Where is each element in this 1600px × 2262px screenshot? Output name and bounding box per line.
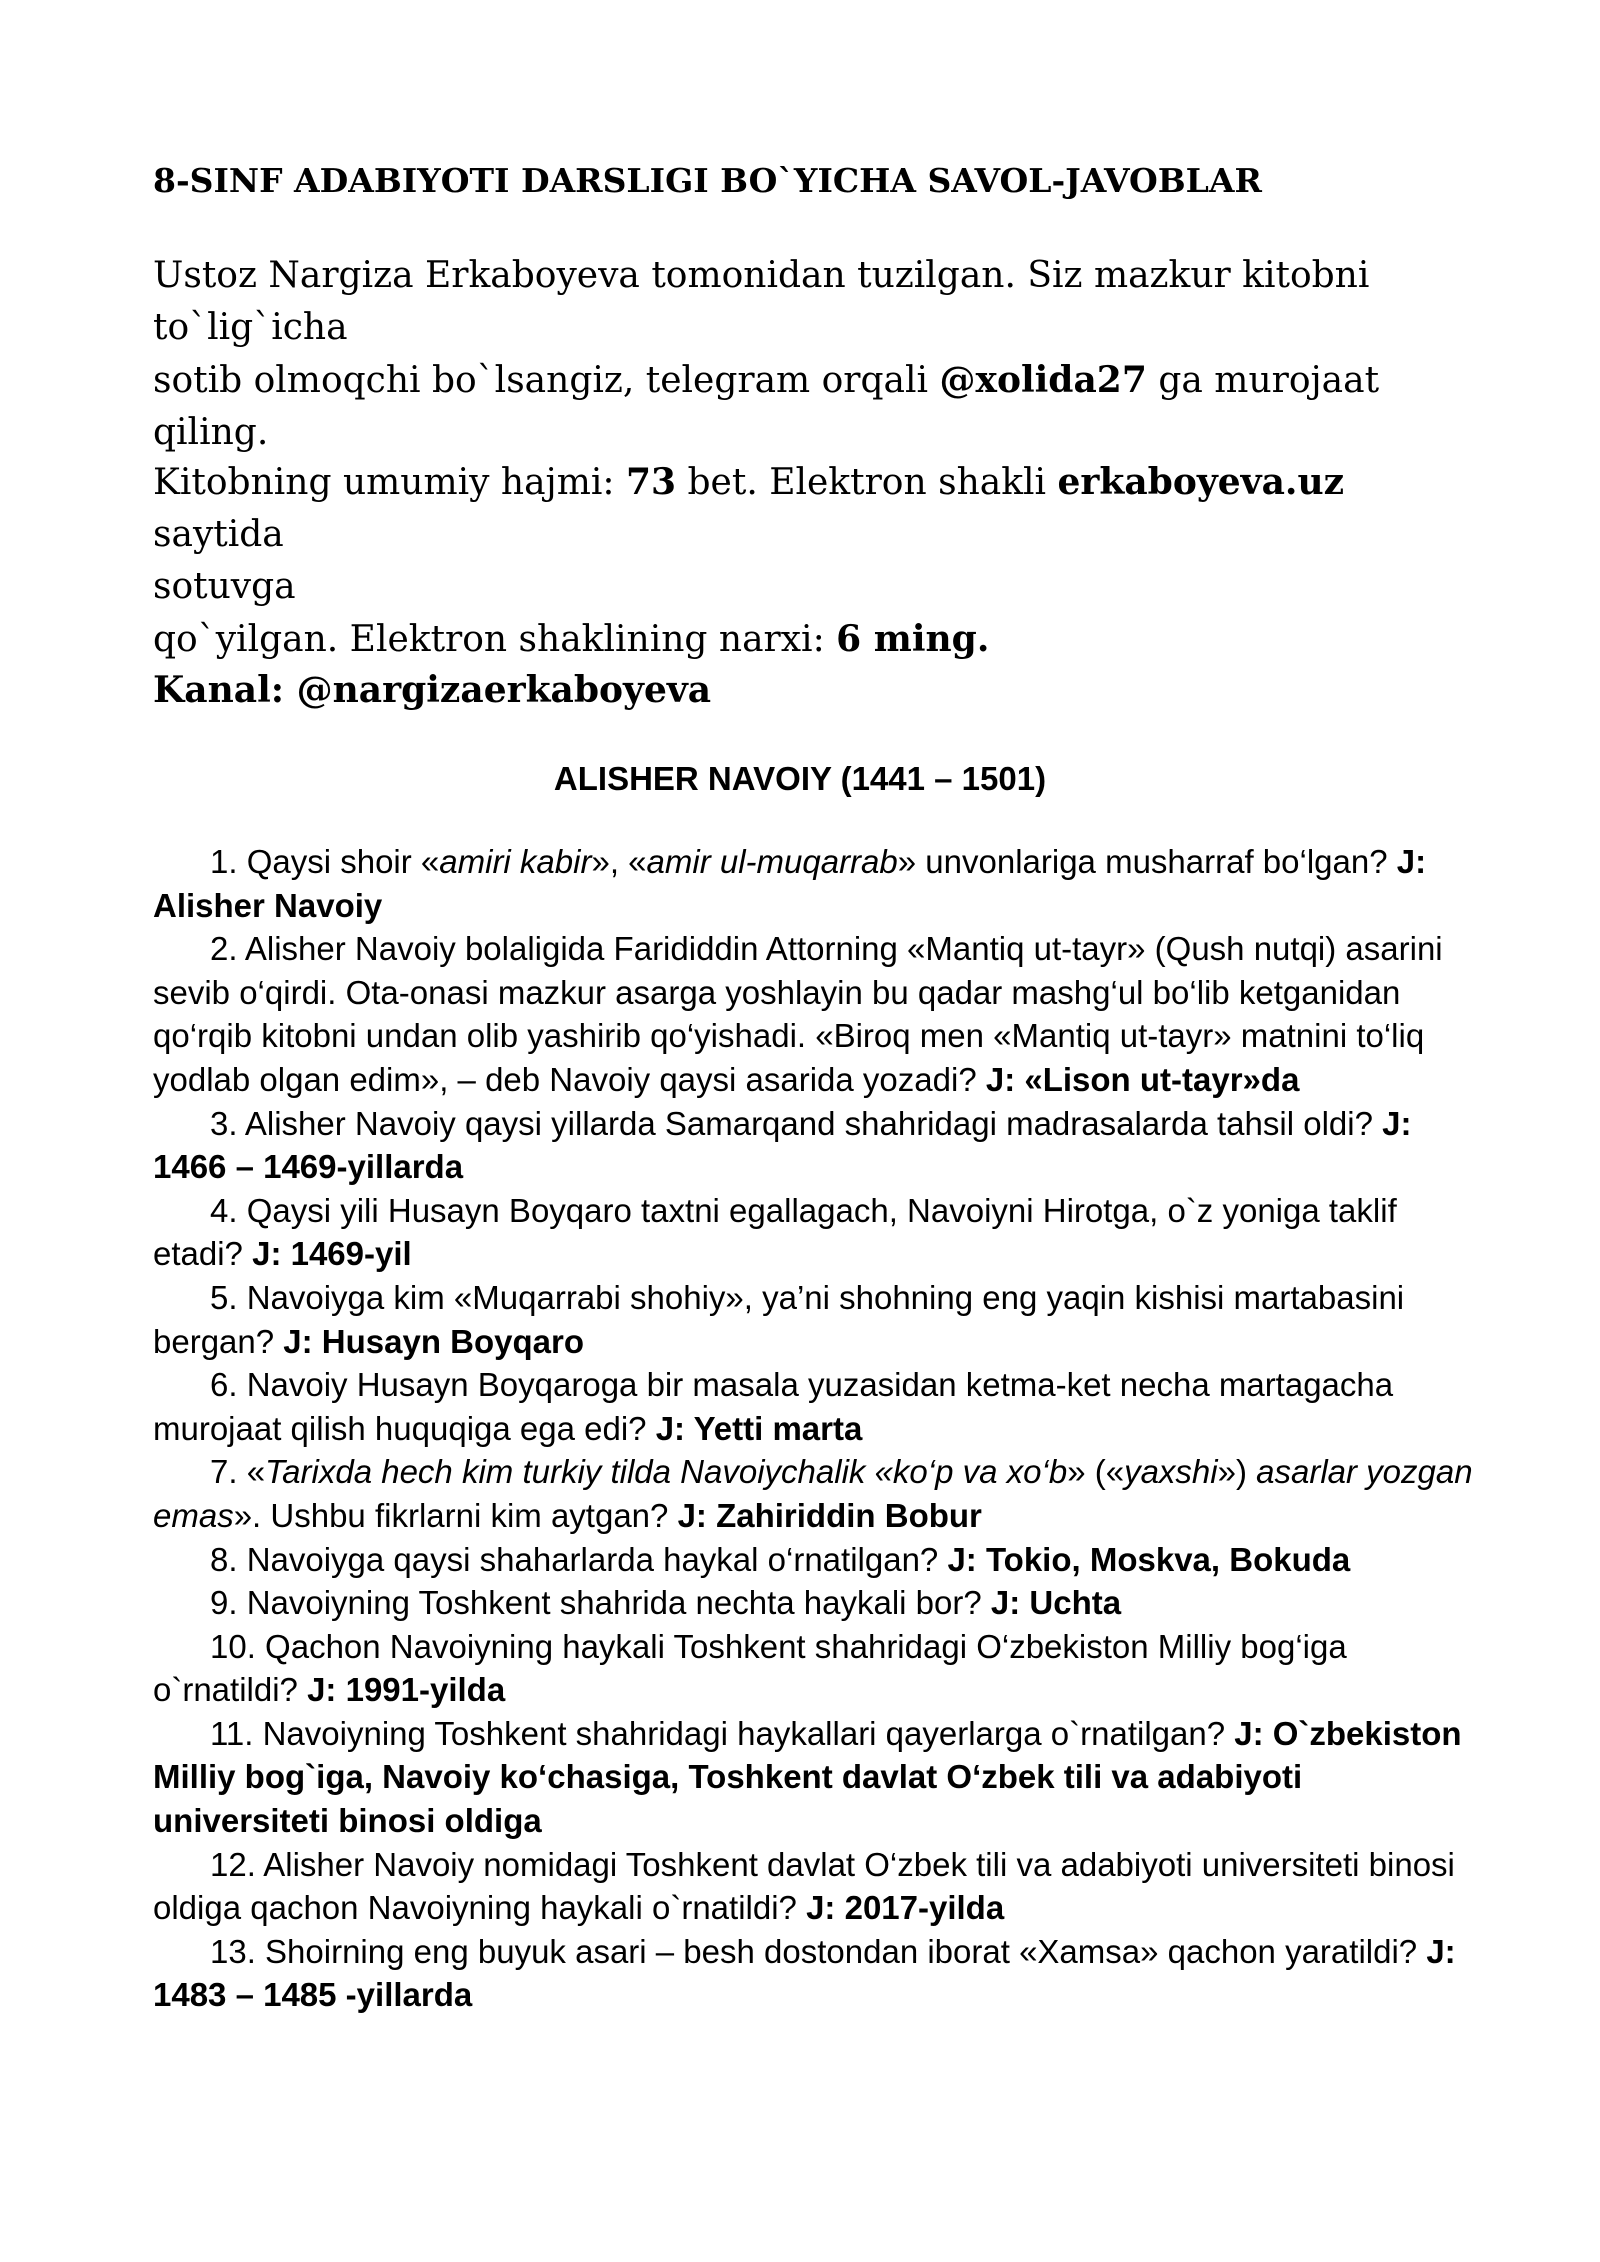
intro-text: sotib olmoqchi bo`lsangiz, telegram orqali: [153, 360, 940, 401]
italic-text: amir ul-muqarrab: [646, 843, 898, 880]
question-text: 9. Navoiyning Toshkent shahrida nechta haykali bor?: [210, 1584, 991, 1622]
intro-line: [153, 456, 1473, 561]
question-text: 3. Alisher Navoiy qaysi yillarda Samarqand shahridagi madrasalarda tahsil oldi?: [210, 1104, 1383, 1142]
question-text: 8. Navoiyga qaysi shaharlarda haykal o‘rnatilgan?: [210, 1540, 948, 1578]
question-text: 1. Qaysi shoir «: [210, 843, 440, 880]
qa-item: [153, 1843, 1473, 1930]
qa-item: [153, 1930, 1473, 2017]
question-text: 11. Navoiyning Toshkent shahridagi haykallari qayerlarga o`rnatilgan?: [210, 1714, 1235, 1752]
answer-text: J: 2017-yilda: [806, 1889, 1005, 1927]
question-text: 13. Shoirning eng buyuk asari – besh dostondan iborat «Xamsa» qachon yaratildi?: [210, 1932, 1427, 1970]
qa-item: [153, 840, 1473, 927]
intro-text: ga murojaat qiling.: [153, 360, 1380, 453]
answer-text: J: Zahiriddin Bobur: [677, 1496, 982, 1534]
intro-text: saytida: [153, 514, 284, 555]
qa-item: [153, 1276, 1473, 1363]
qa-item: [153, 1102, 1473, 1189]
qa-item: [153, 1189, 1473, 1276]
italic-text: amiri kabir: [439, 843, 592, 880]
intro-text: sotuvga: [153, 566, 296, 607]
question-text: ». Ushbu fikrlarni kim aytgan?: [233, 1496, 678, 1534]
intro-text: qo`yilgan. Elektron shaklining narxi:: [153, 619, 837, 660]
qa-list: [153, 840, 1473, 2017]
intro-paragraph-author: [153, 250, 1473, 459]
qa-item: [153, 1712, 1473, 1843]
question-text: 10. Qachon Navoiyning haykali Toshkent shahridagi O‘zbekiston Milliy bog‘iga o`rnatildi?: [153, 1627, 1347, 1709]
answer-text: J: 1483 – 1485 -yillarda: [153, 1932, 1456, 2014]
italic-text: Tarixda hech kim turkiy tilda Navoiychalik «ko‘p va xo‘b: [265, 1453, 1068, 1491]
intro-line: [153, 302, 1473, 354]
intro-line: [153, 354, 1473, 459]
price: 6 ming.: [836, 618, 990, 660]
question-text: 2. Alisher Navoiy bolaligida Farididdin Attorning «Mantiq ut-tayr» (Qush nutqi) asarini sevib o‘qirdi. Ota-onasi mazkur asarga yoshlayin bu qadar mashg‘ul bo‘lib ketganidan qo‘rqib kitobni undan olib yashirib qo‘yishadi. «Biroq men «Mantiq ut-tayr» matnini to‘liq yodlab olgan edim», – deb Navoiy qaysi asarida yozadi?: [153, 930, 1443, 1098]
telegram-handle: @xolida27: [939, 359, 1147, 401]
answer-text: J: 1469-yil: [252, 1235, 412, 1273]
section-heading: ALISHER NAVOIY (1441 – 1501): [553, 760, 1047, 797]
answer-text: J: Yetti marta: [655, 1409, 863, 1447]
qa-item: [153, 1538, 1473, 1582]
answer-text: J: Alisher Navoiy: [153, 843, 1427, 924]
document-title: 8-SINF ADABIYOTI DARSLIGI BO`YICHA SAVOL-JAVOBLAR: [153, 161, 1262, 200]
website-name: erkaboyeva.uz: [1057, 461, 1345, 503]
page-count: 73: [625, 461, 677, 503]
question-text: » («: [1067, 1453, 1125, 1491]
question-text: 5. Navoiyga kim «Muqarrabi shohiy», ya’ni shohning eng yaqin kishisi martabasini bergan?: [153, 1278, 1405, 1360]
answer-text: J: 1466 – 1469-yillarda: [153, 1104, 1412, 1186]
qa-item: [153, 927, 1473, 1101]
qa-item: [153, 1450, 1473, 1537]
question-text: », «: [591, 843, 647, 880]
intro-text: to`lig`icha: [153, 307, 348, 348]
intro-text: bet. Elektron shakli: [676, 462, 1058, 503]
intro-text: Ustoz Nargiza Erkaboyeva tomonidan tuzilgan. Siz mazkur kitobni: [153, 255, 1370, 296]
qa-item: [153, 1625, 1473, 1712]
intro-text: Kitobning umumiy hajmi:: [153, 462, 626, 503]
channel-line: [153, 664, 1473, 716]
answer-text: J: Tokio, Moskva, Bokuda: [947, 1540, 1351, 1578]
answer-text: J: O`zbekiston Milliy bog`iga, Navoiy ko‘chasiga, Toshkent davlat O‘zbek tili va adabiyoti universiteti binosi oldiga: [153, 1714, 1462, 1840]
question-text: 7. «: [210, 1453, 266, 1491]
question-text: » unvonlariga musharraf bo‘lgan?: [897, 843, 1397, 880]
question-text: 6. Navoiy Husayn Boyqaroga bir masala yuzasidan ketma-ket necha martagacha murojaat qilish huquqiga ega edi?: [153, 1366, 1394, 1447]
italic-text: asarlar yozgan emas: [153, 1453, 1473, 1534]
question-text: »): [1217, 1453, 1257, 1491]
channel-text: Kanal: @nargizaerkaboyeva: [153, 669, 712, 711]
question-text: 12. Alisher Navoiy nomidagi Toshkent davlat O‘zbek tili va adabiyoti universiteti binosi oldiga qachon Navoiyning haykali o`rnatildi?: [153, 1845, 1455, 1927]
answer-text: J: 1991-yilda: [307, 1671, 506, 1709]
intro-paragraph-book-info: [153, 456, 1473, 666]
answer-text: J: Uchta: [990, 1584, 1122, 1622]
intro-line: [153, 250, 1473, 302]
intro-line: [153, 613, 1473, 666]
intro-line: [153, 561, 1473, 613]
qa-item: [153, 1363, 1473, 1450]
italic-text: yaxshi: [1124, 1453, 1218, 1491]
qa-item: [153, 1581, 1473, 1625]
answer-text: J: Husayn Boyqaro: [283, 1322, 585, 1360]
answer-text: J: «Lison ut-tayr»da: [985, 1060, 1300, 1098]
question-text: 4. Qaysi yili Husayn Boyqaro taxtni egallagach, Navoiyni Hirotga, o`z yoniga taklif etadi?: [153, 1191, 1397, 1273]
